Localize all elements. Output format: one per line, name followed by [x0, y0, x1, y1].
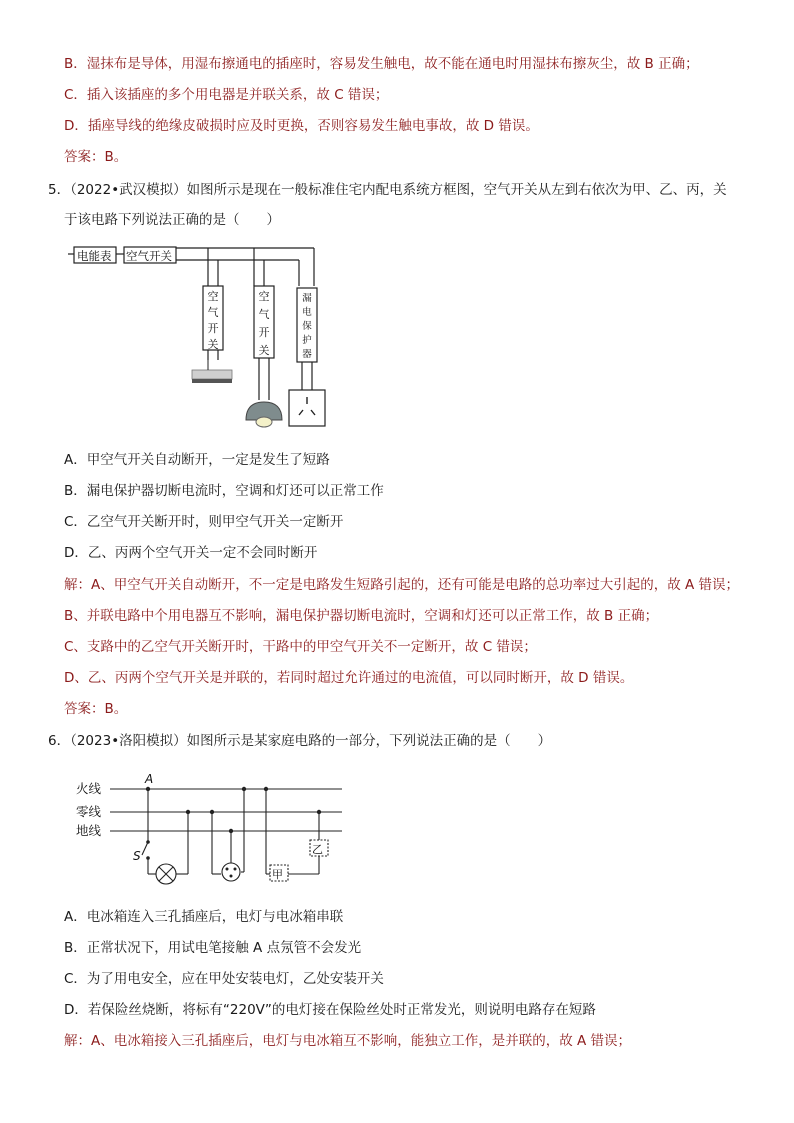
branch1-char: 开: [207, 322, 219, 335]
q6-solution-a: 解：A、电冰箱接入三孔插座后，电灯与电冰箱互不影响，能独立工作，是并联的，故 A 错误；: [64, 1033, 632, 1049]
branch2-char: 空: [258, 290, 270, 303]
q6-option-d: D．若保险丝烧断，将标有“220V”的电灯接在保险丝处时正常发光，则说明电路存在短路: [64, 1002, 596, 1018]
branch1-char: 空: [207, 290, 219, 303]
socket-icon: [299, 397, 315, 415]
branch3-char: 保: [302, 321, 312, 332]
answer-line: 答案：B。: [64, 149, 128, 165]
branch3-char: 电: [302, 307, 312, 318]
lamp-icon: [246, 402, 282, 427]
q5-solution-a: 解：A、甲空气开关自动断开，不一定是电路发生短路引起的，还有可能是电路的总功率过大引起的，故 A 错误；: [64, 577, 740, 593]
box-jia-label: 甲: [272, 868, 283, 881]
q5-solution-c: C、支路中的乙空气开关断开时，干路中的甲空气开关不一定断开，故 C 错误；: [64, 639, 537, 655]
socket-box: [289, 390, 325, 426]
point-a-label: A: [145, 772, 154, 786]
q5-solution-d: D、乙、丙两个空气开关是并联的，若同时超过允许通过的电流值，可以同时断开，故 D 错误。: [64, 670, 634, 686]
explanation-b: B．湿抹布是导体，用湿布擦通电的插座时，容易发生触电，故不能在通电时用湿抹布擦灰尘，故 B 正确；: [64, 56, 699, 72]
neutral-wire-label: 零线: [76, 804, 102, 819]
q5-option-b: B．漏电保护器切断电流时，空调和灯还可以正常工作: [64, 483, 384, 499]
q6-option-a: A．电冰箱连入三孔插座后，电灯与电冰箱串联: [64, 909, 344, 925]
q5-option-a: A．甲空气开关自动断开，一定是发生了短路: [64, 452, 330, 468]
three-hole-socket-symbol: [222, 863, 240, 881]
branch2-char: 关: [258, 344, 270, 357]
branch3-char: 漏: [302, 293, 312, 304]
live-wire-label: 火线: [76, 781, 102, 796]
q5-option-c: C．乙空气开关断开时，则甲空气开关一定断开: [64, 514, 344, 530]
meter-label: 电能表: [77, 249, 112, 263]
air-conditioner-icon: [192, 360, 232, 383]
q5-solution-b: B、并联电路中个用电器互不影响，漏电保护器切断电流时，空调和灯还可以正常工作，故 B 正确；: [64, 608, 659, 624]
q6-stem: 6．（2023•洛阳模拟）如图所示是某家庭电路的一部分，下列说法正确的是（ ）: [48, 733, 552, 749]
q5-stem-line1: 5．（2022•武汉模拟）如图所示是现在一般标准住宅内配电系统方框图，空气开关从左到右依次为甲、乙、丙，关: [48, 182, 727, 198]
branch2-char: 气: [258, 308, 270, 321]
box-yi-label: 乙: [312, 843, 323, 856]
branch3-char: 护: [302, 335, 312, 346]
branch1-char: 关: [207, 338, 219, 351]
q6-household-circuit-diagram: [72, 768, 362, 888]
explanation-c: C．插入该插座的多个用电器是并联关系，故 C 错误；: [64, 87, 389, 103]
main-switch-label: 空气开关: [126, 249, 172, 263]
explanation-d: D．插座导线的绝缘皮破损时应及时更换，否则容易发生触电事故，故 D 错误。: [64, 118, 539, 134]
q5-option-d: D．乙、丙两个空气开关一定不会同时断开: [64, 545, 318, 561]
switch-s-label: S: [133, 849, 141, 863]
q5-answer: 答案：B。: [64, 701, 128, 717]
branch2-char: 开: [258, 326, 270, 339]
branch3-char: 器: [302, 349, 312, 360]
q6-option-b: B．正常状况下，用试电笔接触 A 点氖管不会发光: [64, 940, 362, 956]
branch1-char: 气: [207, 306, 219, 319]
q6-option-c: C．为了用电安全，应在甲处安装电灯，乙处安装开关: [64, 971, 384, 987]
ground-wire-label: 地线: [76, 823, 102, 838]
q5-distribution-diagram: [64, 238, 334, 438]
q5-stem-line2: 于该电路下列说法正确的是（ ）: [64, 212, 280, 228]
